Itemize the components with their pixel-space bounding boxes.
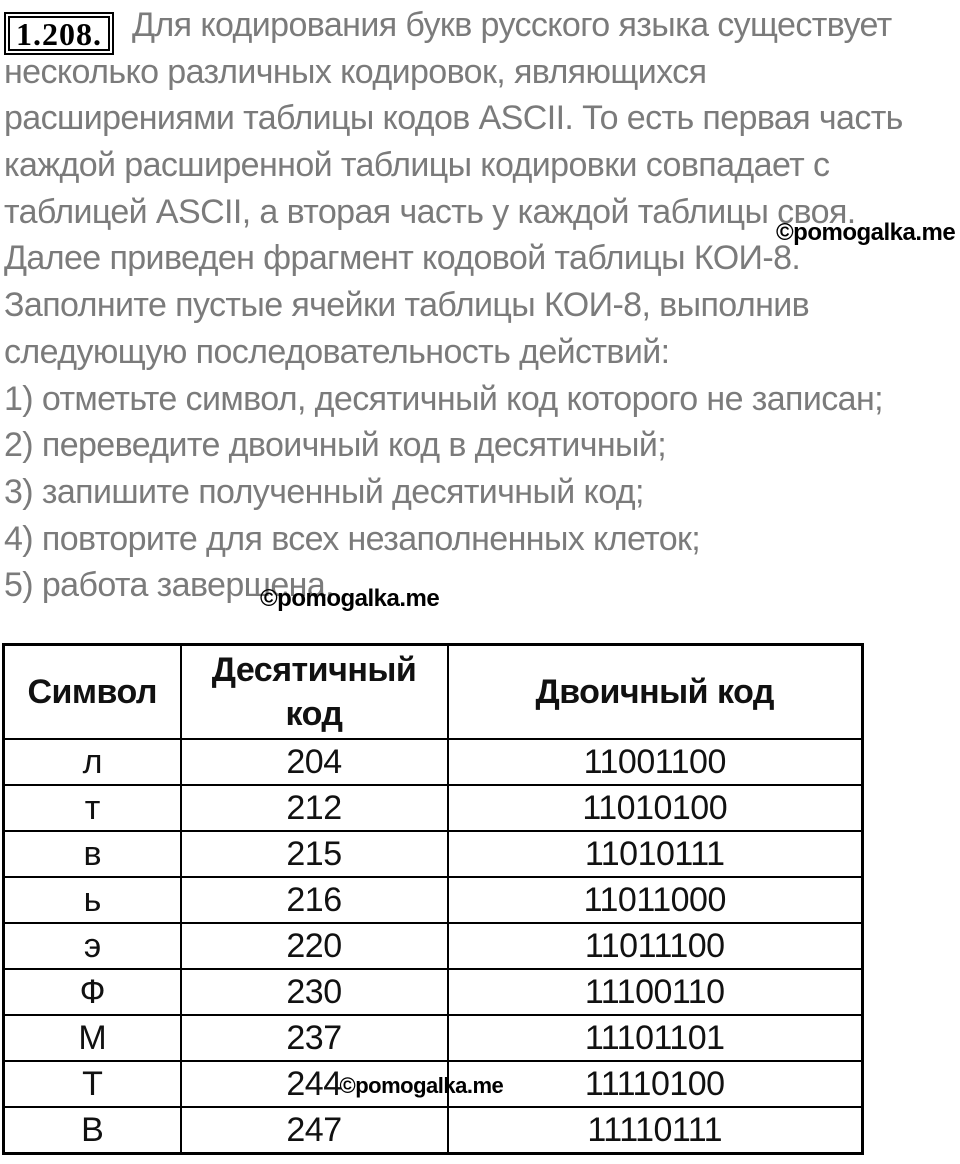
watermark: ©pomogalka.me xyxy=(339,1072,504,1098)
cell-symbol: Ф xyxy=(4,969,181,1015)
cell-symbol: В xyxy=(4,1107,181,1154)
table-row xyxy=(4,1061,863,1107)
cell-symbol: э xyxy=(4,923,181,969)
col-header-decimal: Десятичный код xyxy=(181,645,448,740)
watermark: ©pomogalka.me xyxy=(776,219,956,246)
cell-binary: 11011100 xyxy=(448,923,863,969)
problem-text-line: Заполните пустые ячейки таблицы КОИ-8, выполнив xyxy=(4,286,810,325)
problem-text-line: несколько различных кодировок, являющихся xyxy=(4,52,707,91)
table-row xyxy=(4,877,863,923)
table-row xyxy=(4,1107,863,1154)
cell-symbol: Т xyxy=(4,1061,181,1107)
cell-symbol: в xyxy=(4,831,181,877)
cell-symbol: ь xyxy=(4,877,181,923)
cell-decimal: 237 xyxy=(181,1015,448,1061)
problem-text-line: расширениями таблицы кодов ASCII. То есть первая часть xyxy=(4,99,903,138)
problem-text-line: 2) переведите двоичный код в десятичный; xyxy=(4,426,667,465)
problem-text-line: следующую последовательность действий: xyxy=(4,332,670,371)
table-row xyxy=(4,923,863,969)
cell-binary: 11001100 xyxy=(448,739,863,785)
problem-text-line: 5) работа завершена. xyxy=(4,566,334,605)
cell-binary: 11110100 xyxy=(448,1061,863,1107)
cell-binary: 11101101 xyxy=(448,1015,863,1061)
problem-text-line: Далее приведен фрагмент кодовой таблицы КОИ-8. xyxy=(4,239,801,278)
cell-binary: 11010111 xyxy=(448,831,863,877)
col-header-symbol: Символ xyxy=(4,645,181,740)
cell-binary: 11100110 xyxy=(448,969,863,1015)
problem-number: 1.208. xyxy=(4,12,114,55)
cell-decimal: 215 xyxy=(181,831,448,877)
cell-symbol: т xyxy=(4,785,181,831)
cell-binary: 11110111 xyxy=(448,1107,863,1154)
cell-decimal: 216 xyxy=(181,877,448,923)
problem-text-line: 3) запишите полученный десятичный код; xyxy=(4,472,644,511)
cell-symbol: М xyxy=(4,1015,181,1061)
problem-text xyxy=(4,2,960,609)
problem-text-line: 1) отметьте символ, десятичный код которого не записан; xyxy=(4,379,883,418)
problem-text-line: 4) повторите для всех незаполненных клеток; xyxy=(4,519,701,558)
problem-text-line xyxy=(4,2,960,52)
table-row xyxy=(4,785,863,831)
cell-decimal: 204 xyxy=(181,739,448,785)
col-header-binary: Двоичный код xyxy=(448,645,863,740)
table-row xyxy=(4,739,863,785)
cell-decimal: 230 xyxy=(181,969,448,1015)
cell-decimal: 220 xyxy=(181,923,448,969)
cell-binary: 11011000 xyxy=(448,877,863,923)
table-row xyxy=(4,1015,863,1061)
watermark: ©pomogalka.me xyxy=(260,585,440,612)
problem-text-line: таблицей ASCII, а вторая часть у каждой таблицы своя. xyxy=(4,192,856,231)
table-header-row xyxy=(4,645,863,740)
cell-decimal xyxy=(181,1061,504,1107)
table-row xyxy=(4,969,863,1015)
cell-decimal: 212 xyxy=(181,785,448,831)
cell-symbol: л xyxy=(4,739,181,785)
cell-decimal: 247 xyxy=(181,1107,448,1154)
cell-binary: 11010100 xyxy=(448,785,863,831)
table-row xyxy=(4,831,863,877)
cell-decimal-value: 244 xyxy=(286,1065,342,1103)
koi8-table xyxy=(2,643,864,1155)
problem-text-span: Для кодирования букв русского языка существует xyxy=(132,6,892,44)
problem-text-line: каждой расширенной таблицы кодировки совпадает с xyxy=(4,146,830,185)
